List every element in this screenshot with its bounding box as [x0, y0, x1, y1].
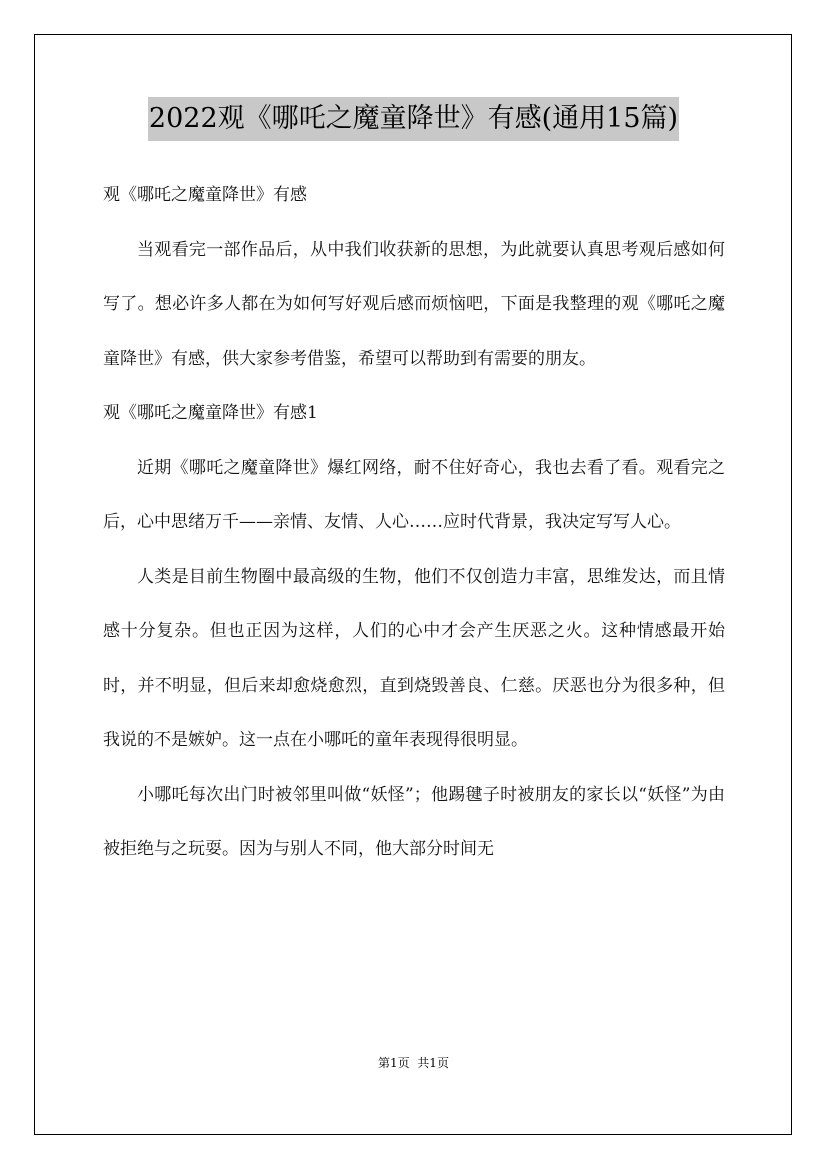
body-paragraph: 近期《哪吒之魔童降世》爆红网络，耐不住好奇心，我也去看了看。观看完之后，心中思绪万千——亲情、友情、人心……应时代背景，我决定写写人心。 — [103, 457, 725, 532]
document-title: 2022观《哪吒之魔童降世》有感(通用15篇) — [148, 97, 679, 141]
page-footer: 第1页 共1页 — [378, 1056, 449, 1070]
body-paragraph: 人类是目前生物圈中最高级的生物，他们不仅创造力丰富，思维发达，而且情感十分复杂。但也正因为这样，人们的心中才会产生厌恶之火。这种情感最开始时，并不明显，但后来却愈烧愈烈，直到烧毁善良、仁慈。厌恶也分为很多种，但我说的不是嫉妒。这一点在小哪吒的童年表现得很明显。 — [103, 566, 725, 750]
section-heading: 观《哪吒之魔童降世》有感1 — [103, 403, 318, 423]
article-heading: 观《哪吒之魔童降世》有感 — [103, 185, 307, 205]
intro-paragraph: 当观看完一部作品后，从中我们收获新的思想，为此就要认真思考观后感如何写了。想必许多人都在为如何写好观后感而烦恼吧，下面是我整理的观《哪吒之魔童降世》有感，供大家参考借鉴，希望可以帮助到有需要的朋友。 — [103, 239, 725, 369]
body-paragraph: 小哪吒每次出门时被邻里叫做“妖怪”；他踢毽子时被朋友的家长以“妖怪”为由被拒绝与之玩耍。因为与别人不同，他大部分时间无 — [103, 784, 725, 859]
document-body — [103, 168, 725, 877]
title-container — [0, 97, 827, 141]
